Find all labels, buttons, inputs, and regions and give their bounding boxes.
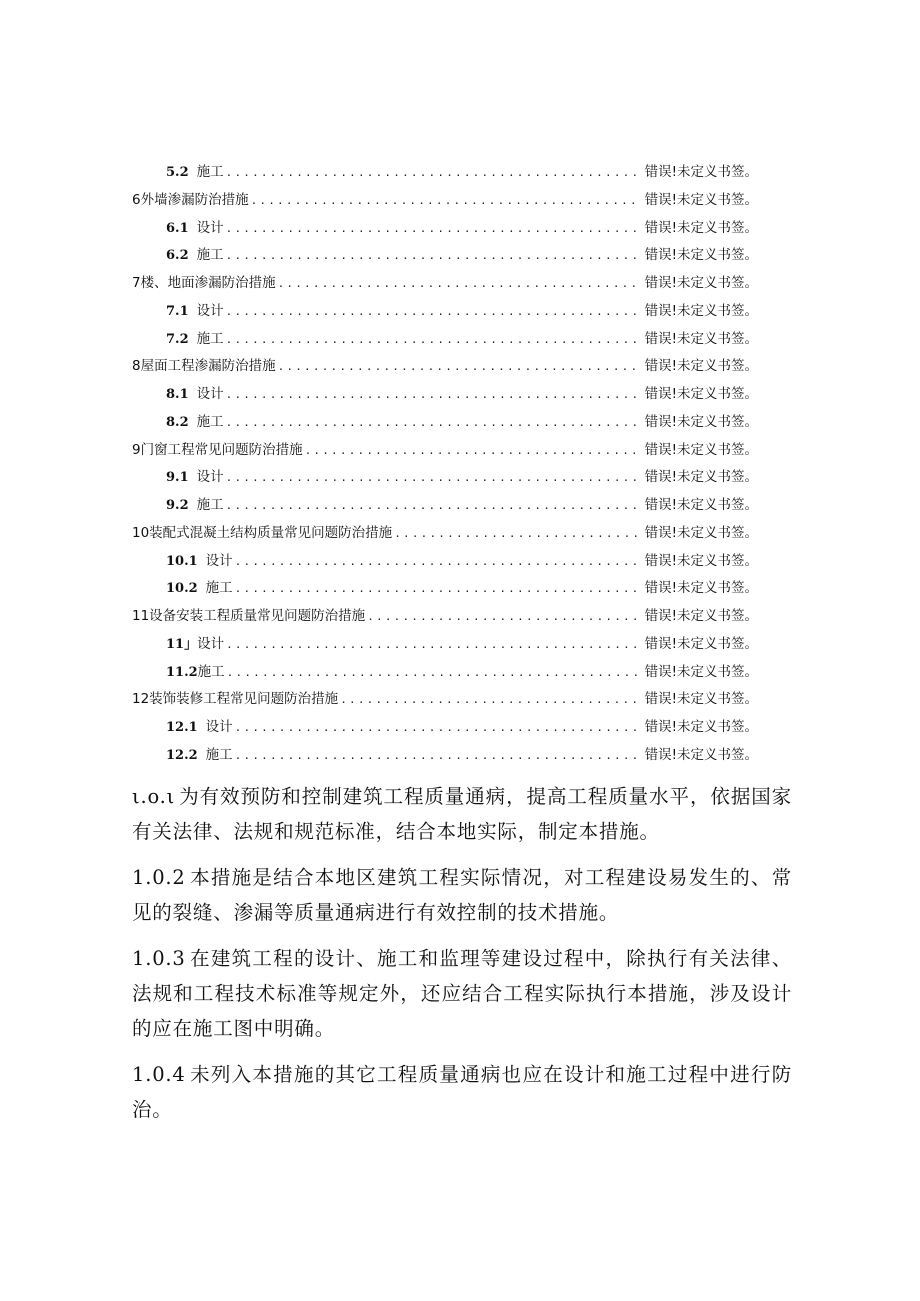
clause-paragraph <box>132 1057 792 1127</box>
toc-entry[interactable] <box>132 298 758 326</box>
clause-text: 本措施是结合本地区建筑工程实际情况，对工程建设易发生的、常见的裂缝、渗漏等质量通病进行有效控制的技术措施。 <box>132 866 792 924</box>
toc-dot-leader <box>235 714 641 742</box>
toc-dot-leader <box>251 187 641 215</box>
toc-entry-title: 施工 <box>196 247 224 264</box>
toc-entry-title: 10装配式混凝土结构质量常见问题防治措施 <box>132 524 393 541</box>
toc-entry-number: 5.2 <box>166 165 189 180</box>
toc-entry-number: 12.1 <box>166 720 198 735</box>
toc-page-reference: 错误!未定义书签。 <box>644 580 758 597</box>
toc-page-reference: 错误!未定义书签。 <box>644 469 758 486</box>
toc-entry-title: 施工 <box>196 413 224 430</box>
toc-dot-leader <box>226 464 641 492</box>
toc-entry[interactable] <box>132 603 758 631</box>
toc-entry-number: 7.1 <box>166 303 189 319</box>
toc-dot-leader <box>226 298 641 326</box>
toc-dot-leader <box>226 326 641 354</box>
toc-entry-title: 设计 <box>197 635 225 652</box>
toc-entry-title: 施工 <box>197 663 225 680</box>
clause-text: 未列入本措施的其它工程质量通病也应在设计和施工过程中进行防治。 <box>132 1063 792 1121</box>
toc-page-reference: 错误!未定义书签。 <box>644 441 758 458</box>
toc-entry-number: 7.2 <box>166 331 189 347</box>
toc-page-reference: 错误!未定义书签。 <box>644 719 758 735</box>
toc-dot-leader <box>235 548 641 576</box>
toc-dot-leader <box>227 659 641 687</box>
toc-dot-leader <box>226 381 641 409</box>
clause-text: 为有效预防和控制建筑工程质量通病，提高工程质量水平，依据国家有关法律、法规和规范标准，结合本地实际，制定本措施。 <box>132 785 792 843</box>
toc-entry-title: 设计 <box>205 719 233 735</box>
toc-entry[interactable] <box>132 492 758 520</box>
toc-entry-number: 6.1 <box>166 220 189 236</box>
toc-entry-number: 9.2 <box>166 498 189 513</box>
toc-entry[interactable] <box>132 187 758 215</box>
toc-entry[interactable] <box>132 631 758 659</box>
toc-entry[interactable] <box>132 409 758 437</box>
toc-page-reference: 错误!未定义书签。 <box>644 663 758 680</box>
toc-page-reference: 错误!未定义书签。 <box>644 275 758 291</box>
toc-entry-number: 10.2 <box>166 581 198 597</box>
toc-entry[interactable] <box>132 520 758 548</box>
toc-dot-leader <box>226 492 641 520</box>
toc-dot-leader <box>235 742 641 770</box>
body-text <box>132 779 792 1138</box>
toc-entry-number: 9.1 <box>166 470 189 486</box>
toc-dot-leader <box>226 215 641 243</box>
clause-number: 1.0.2 <box>132 866 186 889</box>
toc-entry-number: 12.2 <box>166 747 198 763</box>
clause-number: ι.o.ι <box>132 785 176 808</box>
toc-entry-title: 设计 <box>196 219 224 236</box>
toc-dot-leader <box>394 520 640 548</box>
toc-dot-leader <box>226 409 641 437</box>
toc-entry-title: 施工 <box>196 497 224 513</box>
toc-page-reference: 错误!未定义书签。 <box>644 330 758 347</box>
clause-number: 1.0.3 <box>132 947 186 970</box>
toc-page-reference: 错误!未定义书签。 <box>644 497 758 513</box>
toc-dot-leader <box>367 603 640 631</box>
toc-page-reference: 错误!未定义书签。 <box>644 691 758 708</box>
toc-entry-title: 11设备安装工程质量常见问题防治措施 <box>132 608 366 624</box>
toc-page-reference: 错误!未定义书签。 <box>644 302 758 319</box>
toc-page-reference: 错误!未定义书签。 <box>644 247 758 264</box>
toc-dot-leader <box>235 575 641 603</box>
toc-dot-leader <box>305 437 641 465</box>
toc-entry-title: 设计 <box>196 302 224 319</box>
toc-entry[interactable] <box>132 659 758 687</box>
clause-number: 1.0.4 <box>132 1063 186 1086</box>
toc-entry-title: 设计 <box>196 469 224 486</box>
toc-entry[interactable] <box>132 159 758 187</box>
toc-entry-title: 8屋面工程渗漏防治措施 <box>132 358 276 375</box>
toc-page-reference: 错误!未定义书签。 <box>644 746 758 763</box>
toc-page-reference: 错误!未定义书签。 <box>644 608 758 624</box>
toc-entry-number: 11」 <box>166 636 198 652</box>
toc-entry[interactable] <box>132 548 758 576</box>
toc-entry-title: 9门窗工程常见问题防治措施 <box>132 441 303 458</box>
toc-page-reference: 错误!未定义书签。 <box>644 413 758 430</box>
toc-entry-number: 10.1 <box>166 553 198 569</box>
toc-entry[interactable] <box>132 686 758 714</box>
toc-page-reference: 错误!未定义书签。 <box>644 358 758 375</box>
toc-entry[interactable] <box>132 215 758 243</box>
toc-entry[interactable] <box>132 575 758 603</box>
toc-entry-title: 施工 <box>196 330 224 347</box>
toc-entry[interactable] <box>132 742 758 770</box>
toc-entry-title: 设计 <box>196 386 224 402</box>
toc-dot-leader <box>340 686 640 714</box>
toc-page-reference: 错误!未定义书签。 <box>644 552 758 569</box>
toc-entry-title: 施工 <box>205 746 233 763</box>
toc-entry-title: 施工 <box>205 580 233 597</box>
toc-entry[interactable] <box>132 270 758 298</box>
toc-dot-leader <box>226 242 641 270</box>
toc-entry[interactable] <box>132 242 758 270</box>
toc-entry-title: 6外墙渗漏防治措施 <box>132 191 249 208</box>
toc-entry[interactable] <box>132 326 758 354</box>
clause-paragraph <box>132 779 792 849</box>
toc-entry-title: 7楼、地面渗漏防治措施 <box>132 275 276 291</box>
toc-entry-title: 设计 <box>205 552 233 569</box>
toc-page-reference: 错误!未定义书签。 <box>644 635 758 652</box>
toc-entry[interactable] <box>132 381 758 409</box>
toc-entry[interactable] <box>132 353 758 381</box>
toc-dot-leader <box>278 353 641 381</box>
toc-entry[interactable] <box>132 437 758 465</box>
toc-entry-number: 6.2 <box>166 248 189 264</box>
toc-page-reference: 错误!未定义书签。 <box>644 386 758 402</box>
toc-entry-number: 11.2 <box>166 664 198 680</box>
table-of-contents <box>132 159 758 770</box>
toc-dot-leader <box>226 631 640 659</box>
toc-entry-title: 施工 <box>196 164 224 180</box>
toc-entry[interactable] <box>132 714 758 742</box>
toc-entry-number: 8.1 <box>166 387 189 402</box>
toc-page-reference: 错误!未定义书签。 <box>644 191 758 208</box>
clause-paragraph <box>132 941 792 1046</box>
clause-paragraph <box>132 860 792 930</box>
toc-entry[interactable] <box>132 464 758 492</box>
toc-page-reference: 错误!未定义书签。 <box>644 524 758 541</box>
clause-text: 在建筑工程的设计、施工和监理等建设过程中，除执行有关法律、法规和工程技术标准等规定外，还应结合工程实际执行本措施，涉及设计的应在施工图中明确。 <box>132 947 792 1040</box>
toc-entry-title: 12装饰装修工程常见问题防治措施 <box>132 691 339 708</box>
toc-entry-number: 8.2 <box>166 414 189 430</box>
toc-dot-leader <box>278 270 641 298</box>
toc-page-reference: 错误!未定义书签。 <box>644 219 758 236</box>
toc-page-reference: 错误!未定义书签。 <box>644 164 758 180</box>
toc-dot-leader <box>226 159 641 187</box>
